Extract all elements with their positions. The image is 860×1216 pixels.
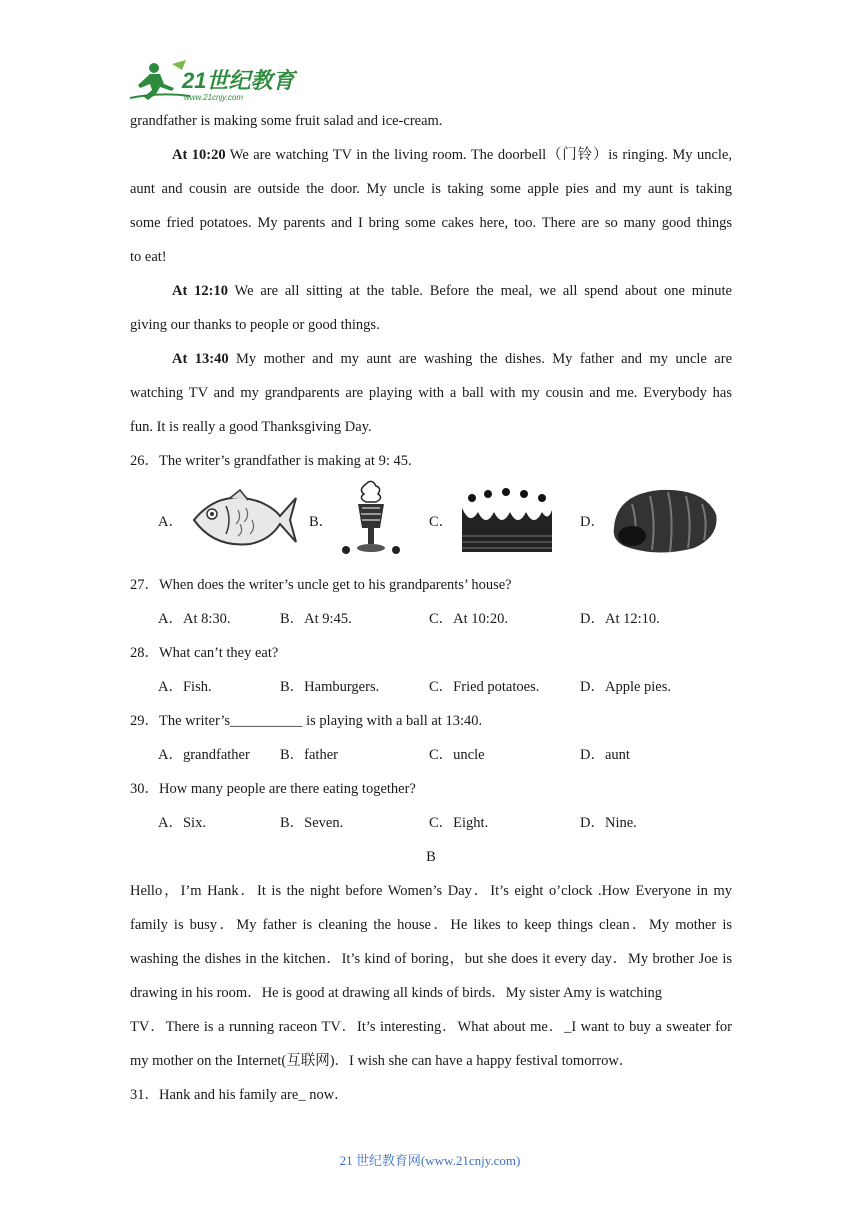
time-label: At 12:10: [172, 283, 228, 299]
passage-line: grandfather is making some fruit salad and ice-cream.: [130, 113, 443, 129]
paragraph-1340: At 13:40 My mother and my aunt are washing the dishes. My father and my uncle are: [172, 351, 733, 367]
option-b: B．At 9:45.: [280, 611, 352, 627]
option-c: C．uncle: [429, 747, 485, 763]
question-31-stem: 31．Hank and his family are_ now．: [130, 1087, 349, 1103]
option-a: A．grandfather: [158, 747, 250, 763]
passage-line: giving our thanks to people or good things.: [130, 317, 380, 333]
passage-b-line: my mother on the Internet(互联网)．I wish she can have a happy festival tomorrow．: [130, 1053, 634, 1069]
cake-icon: [460, 486, 554, 558]
option-d: D．aunt: [580, 747, 630, 763]
option-a: A．Fish.: [158, 679, 212, 695]
passage-b-line: washing the dishes in the kitchen．It’s kind of boring，but she does it every day．My brother Joe is: [130, 951, 732, 967]
option-b: B．Hamburgers.: [280, 679, 380, 695]
time-label: At 13:40: [172, 351, 229, 367]
passage-b-line: TV．There is a running raceon TV．It’s interesting．What about me．_I want to buy a sweater for: [130, 1019, 732, 1035]
question-26-options: [130, 478, 732, 568]
question-30-options: [130, 806, 732, 840]
option-a-label: A．: [158, 514, 183, 530]
option-a: A．Six.: [158, 815, 206, 831]
option-d: D．At 12:10.: [580, 611, 660, 627]
paragraph-1030: At 10:20 We are watching TV in the living room. The doorbell（门铃）is ringing. My uncle,: [172, 147, 732, 163]
svg-text:www.21cnjy.com: www.21cnjy.com: [184, 93, 243, 102]
document-body: [130, 104, 732, 1112]
passage-b-line: drawing in his room．He is good at drawing all kinds of birds．My sister Amy is watching: [130, 985, 663, 1001]
passage-line: watching TV and my grandparents are playing with a ball with my cousin and me. Everybody has: [130, 385, 732, 401]
option-c: C．At 10:20.: [429, 611, 508, 627]
option-d-label: D．: [580, 514, 605, 530]
option-c: C．Eight.: [429, 815, 489, 831]
option-d: D．Nine.: [580, 815, 637, 831]
option-c-label: C．: [429, 514, 454, 530]
passage-line: aunt and cousin are outside the door. My uncle is taking some apple pies and my aunt is taking: [130, 181, 732, 197]
question-29-stem: 29．The writer’s__________ is playing with a ball at 13:40.: [130, 713, 483, 729]
passage-b-line: Hello，I’m Hank．It is the night before Women’s Day．It’s eight o’clock .How Everyone in my: [130, 883, 732, 899]
fish-icon: [190, 484, 298, 552]
passage-b-line: family is busy．My father is cleaning the house．He likes to keep things clean．My mother is: [130, 917, 732, 933]
question-28-options: [130, 670, 732, 704]
option-b-label: B．: [309, 514, 334, 530]
question-28-stem: 28．What can’t they eat?: [130, 645, 279, 661]
passage-line: fun. It is really a good Thanksgiving Day.: [130, 419, 372, 435]
option-c: C．Fried potatoes.: [429, 679, 540, 695]
svg-text:21世纪教育: 21世纪教育: [182, 68, 295, 93]
option-b: B．Seven.: [280, 815, 344, 831]
question-27-options: [130, 602, 732, 636]
page-footer[interactable]: 21 世纪教育网(www.21cnjy.com): [339, 1153, 521, 1168]
option-b: B．father: [280, 747, 338, 763]
passage-line: some fried potatoes. My parents and I bring some cakes here, too. There are so many good things: [130, 215, 732, 231]
passage-line: to eat!: [130, 249, 167, 265]
question-29-options: [130, 738, 732, 772]
question-27-stem: 27．When does the writer’s uncle get to his grandparents’ house?: [130, 577, 512, 593]
site-logo: [130, 58, 300, 104]
option-a: A．At 8:30.: [158, 611, 231, 627]
paragraph-1210: At 12:10 We are all sitting at the table. Before the meal, we all spend about one minute: [172, 283, 732, 299]
runner-logo-icon: [130, 58, 300, 104]
option-d: D．Apple pies.: [580, 679, 672, 695]
time-label: At 10:20: [172, 147, 226, 163]
bread-roll-icon: [608, 484, 720, 556]
question-26-stem: 26．The writer’s grandfather is making at 9: 45.: [130, 453, 412, 469]
ice-cream-sundae-icon: [336, 478, 406, 558]
question-30-stem: 30．How many people are there eating together?: [130, 781, 416, 797]
section-b-heading: B: [426, 849, 436, 865]
